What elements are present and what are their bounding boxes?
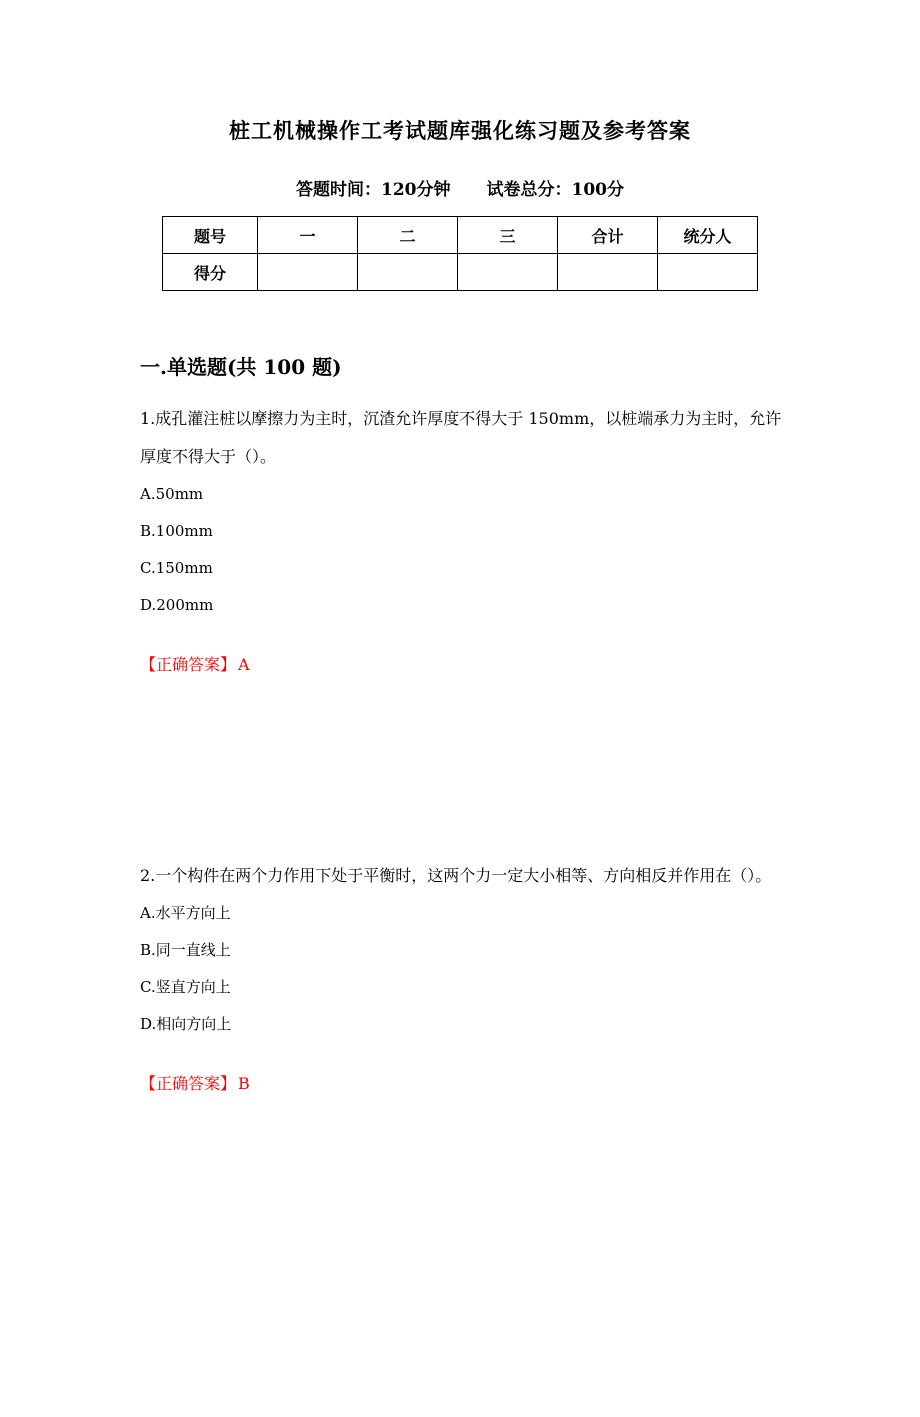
- page-title: 桩工机械操作工考试题库强化练习题及参考答案: [229, 118, 691, 143]
- score-cell-empty: [358, 254, 458, 291]
- answer-label: 【正确答案】: [140, 1074, 237, 1093]
- score-table-header-cell: 三: [458, 217, 558, 254]
- score-cell-empty: [658, 254, 758, 291]
- answer-value: A: [238, 655, 250, 674]
- score-row-label: 得分: [163, 254, 258, 291]
- answer-label: 【正确答案】: [140, 655, 237, 674]
- option-item-b: B.同一直线上: [140, 941, 231, 959]
- score-table-header-row: [163, 217, 758, 254]
- question-block-1: [140, 400, 790, 675]
- score-table-header-cell: 合计: [558, 217, 658, 254]
- score-cell-empty: [258, 254, 358, 291]
- score-table-header-cell: 二: [358, 217, 458, 254]
- score-cell-empty: [558, 254, 658, 291]
- score-table: [162, 216, 758, 291]
- score-table-header-cell: 统分人: [658, 217, 758, 254]
- option-item-d: D.相向方向上: [140, 1015, 232, 1033]
- exam-meta-total: 试卷总分：100分: [486, 180, 624, 200]
- option-item-c: C.竖直方向上: [140, 978, 231, 996]
- answer-value: B: [238, 1074, 250, 1093]
- score-table-header-cell: 题号: [163, 217, 258, 254]
- answer-line: [140, 652, 790, 675]
- question-block-2: [140, 857, 790, 1094]
- option-item-b: B.100mm: [140, 522, 213, 540]
- question-text: 1.成孔灌注桩以摩擦力为主时，沉渣允许厚度不得大于 150mm，以桩端承力为主时，允许厚度不得大于（）。: [140, 409, 782, 466]
- option-item-c: C.150mm: [140, 559, 213, 577]
- score-cell-empty: [458, 254, 558, 291]
- option-item-d: D.200mm: [140, 596, 214, 614]
- question-text: 2.一个构件在两个力作用下处于平衡时，这两个力一定大小相等、方向相反并作用在（）。: [140, 866, 772, 885]
- option-item-a: A.水平方向上: [140, 904, 231, 922]
- section-heading: 一.单选题(共 100 题): [140, 355, 342, 379]
- score-table-score-row: [163, 254, 758, 291]
- exam-meta: [0, 175, 920, 200]
- exam-meta-time: 答题时间：120分钟: [296, 180, 451, 200]
- answer-line: [140, 1071, 790, 1094]
- option-item-a: A.50mm: [140, 485, 204, 503]
- score-table-header-cell: 一: [258, 217, 358, 254]
